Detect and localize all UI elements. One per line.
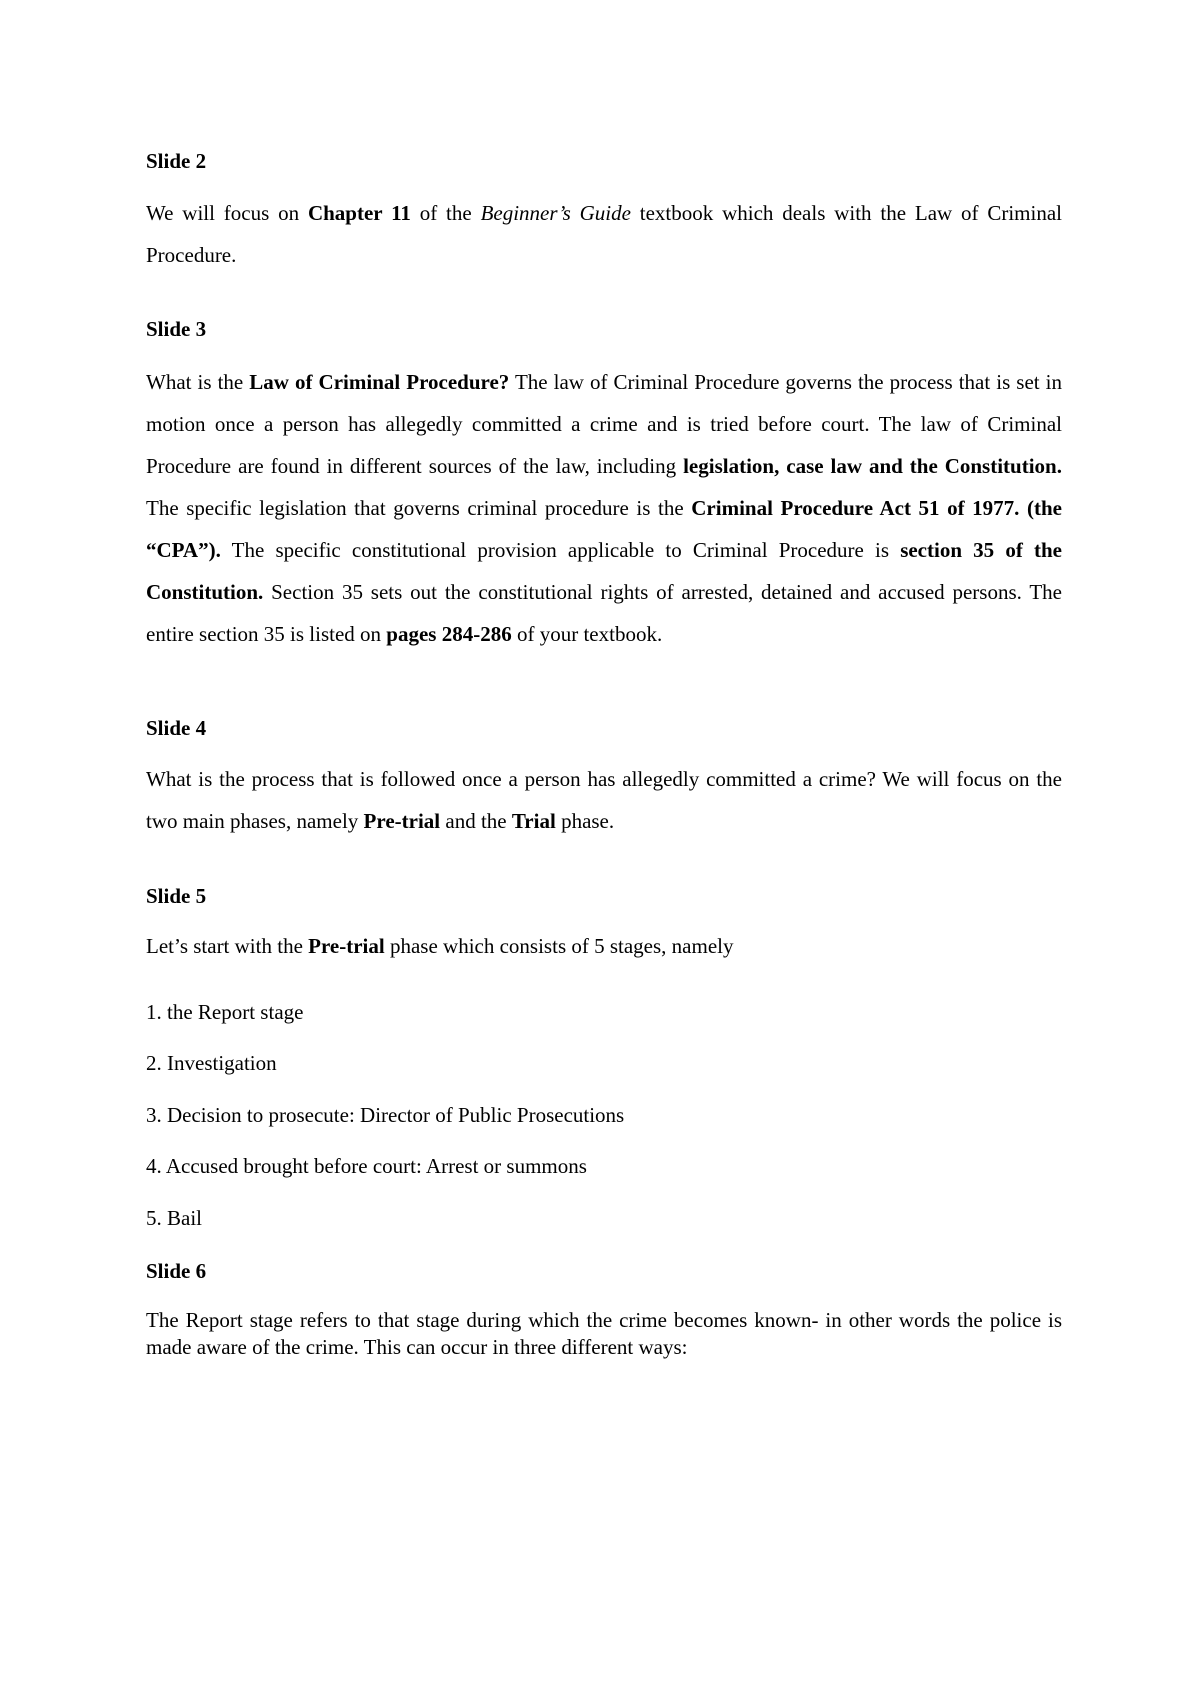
slide-4-paragraph (146, 758, 1062, 842)
text-run: and the (440, 809, 512, 833)
bold-text: Law of Criminal Procedure? (249, 370, 510, 394)
bold-text: Pre-trial (363, 809, 441, 833)
slide-2-heading: Slide 2 (146, 149, 207, 173)
list-item: 1. the Report stage (146, 1000, 304, 1024)
bold-text: pages 284-286 (386, 622, 512, 646)
text-run: The law of Criminal Procedure governs the process that is set in motion once a person has allegedly committed a crime and is tried before court. The law of Criminal Procedure are found in different sources of the law, including (146, 370, 1062, 478)
text-run: of your textbook. (511, 622, 663, 646)
text-run: textbook which deals with the Law of Criminal Procedure. (146, 201, 1062, 267)
bold-text: section 35 of the Constitution. (146, 538, 1063, 604)
text-run: What is the (146, 370, 250, 394)
text-run: We will focus on (146, 201, 308, 225)
text-run: What is the process that is followed once a person has allegedly committed a crime? We will focus on the two main phases, namely (146, 767, 1062, 833)
slide-3-paragraph (146, 361, 1062, 655)
slide-6-heading: Slide 6 (146, 1259, 207, 1283)
slide-5-heading: Slide 5 (146, 884, 207, 908)
bold-text: legislation, case law and the Constitution. (683, 454, 1062, 478)
text-run: phase. (555, 809, 615, 833)
list-item: 2. Investigation (146, 1051, 277, 1075)
text-run: The specific constitutional provision applicable to Criminal Procedure is (220, 538, 901, 562)
bold-text: Trial (511, 809, 556, 833)
slide-4-heading: Slide 4 (146, 716, 207, 740)
list-item: 3. Decision to prosecute: Director of Public Prosecutions (146, 1103, 625, 1127)
slide-5-paragraph (146, 931, 1062, 961)
slide-3-heading: Slide 3 (146, 317, 207, 341)
slide-2-paragraph (146, 192, 1062, 276)
text-run: Section 35 sets out the constitutional rights of arrested, detained and accused persons. The entire section 35 is listed on (146, 580, 1062, 646)
italic-text: Beginner’s Guide (480, 201, 631, 225)
bold-text: Criminal Procedure Act 51 of 1977. (the “CPA”). (146, 496, 1062, 562)
slide-6-paragraph: The Report stage refers to that stage during which the crime becomes known- in other words the police is made aware of the crime. This can occur in three different ways: (146, 1308, 1062, 1359)
text-run: of the (410, 201, 481, 225)
document-page (146, 0, 1062, 1696)
bold-text: Pre-trial (308, 934, 385, 958)
list-item: 5. Bail (146, 1206, 202, 1230)
list-item: 4. Accused brought before court: Arrest or summons (146, 1154, 587, 1178)
text-run: Let’s start with the (146, 934, 309, 958)
bold-text: Chapter 11 (307, 201, 411, 225)
text-run: The specific legislation that governs criminal procedure is the (146, 496, 692, 520)
text-run: phase which consists of 5 stages, namely (384, 934, 734, 958)
